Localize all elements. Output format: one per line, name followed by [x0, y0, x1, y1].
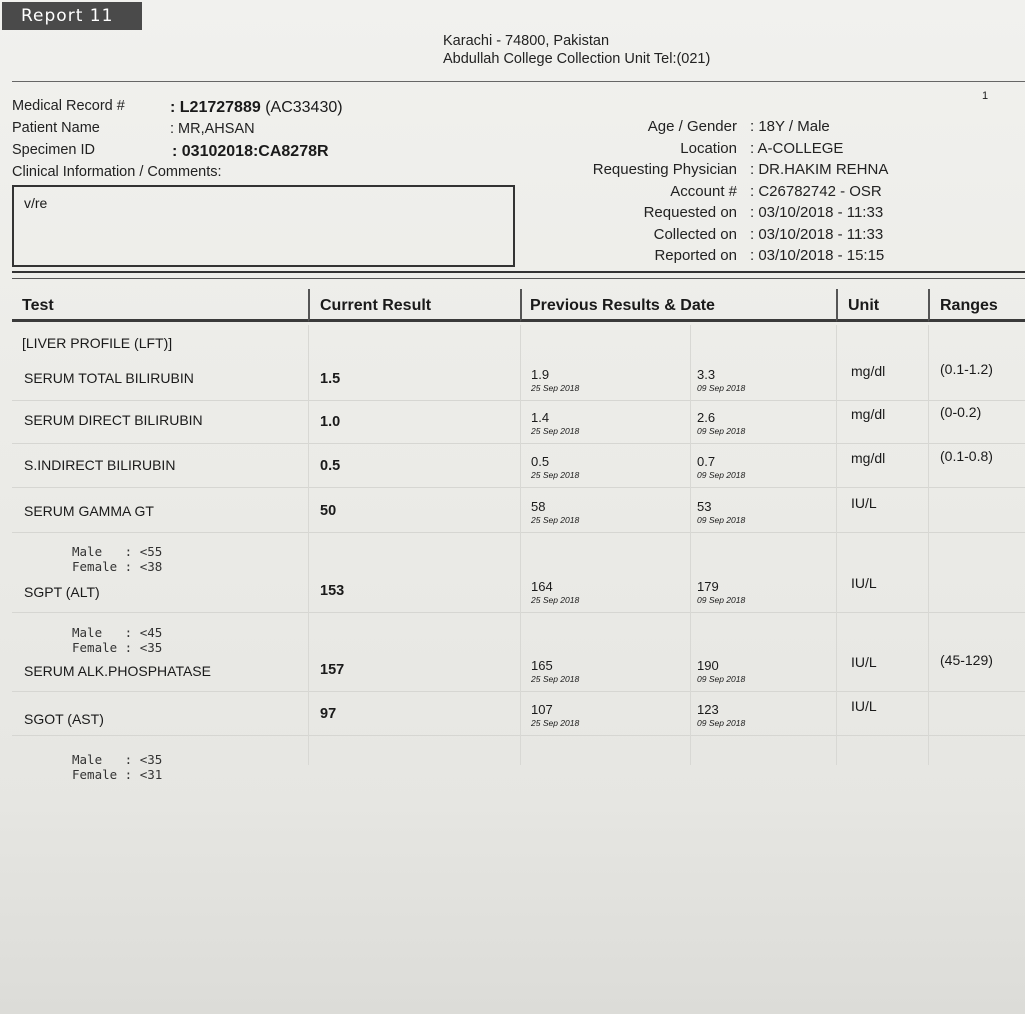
- th-ranges: Ranges: [928, 289, 1025, 322]
- previous-value-1: 0.5: [531, 454, 550, 469]
- details-rule-2: [12, 278, 1025, 279]
- detail-value: : 03/10/2018 - 11:33: [750, 204, 884, 221]
- th-current: Current Result: [308, 289, 520, 322]
- row-divider: [12, 400, 1025, 401]
- note-male: Male : <35: [72, 752, 163, 767]
- current-result: 97: [320, 706, 337, 722]
- previous-result-1: [531, 410, 579, 436]
- row-divider: [12, 532, 1025, 533]
- previous-value-1: 164: [531, 579, 553, 594]
- section-title: [LIVER PROFILE (LFT)]: [22, 335, 173, 351]
- previous-date-1: 25 Sep 2018: [531, 718, 580, 728]
- range: (45-129): [940, 652, 993, 668]
- comments-box: [12, 185, 515, 267]
- patient-name-label: Patient Name: [12, 120, 100, 136]
- previous-result-1: [531, 454, 579, 480]
- detail-value: : 03/10/2018 - 11:33: [750, 226, 884, 243]
- row-divider: [12, 487, 1025, 488]
- paper-fold: [0, 800, 1025, 1014]
- row-divider: [12, 691, 1025, 692]
- unit: mg/dl: [851, 450, 886, 466]
- current-result: 1.0: [320, 414, 341, 430]
- previous-value-2: 3.3: [697, 367, 716, 382]
- previous-date-2: 09 Sep 2018: [697, 718, 746, 728]
- previous-date-1: 25 Sep 2018: [531, 383, 580, 393]
- note-female: Female : <31: [72, 767, 163, 782]
- unit: mg/dl: [851, 363, 886, 379]
- previous-date-2: 09 Sep 2018: [697, 674, 746, 684]
- previous-value-2: 190: [697, 658, 719, 673]
- previous-date-2: 09 Sep 2018: [697, 426, 746, 436]
- unit: IU/L: [851, 575, 877, 591]
- previous-result-1: [531, 367, 579, 393]
- previous-date-2: 09 Sep 2018: [697, 383, 746, 393]
- page-number: 1: [982, 90, 989, 102]
- previous-date-2: 09 Sep 2018: [697, 515, 746, 525]
- previous-result-1: [531, 658, 579, 684]
- specimen-value: : 03102018:CA8278R: [172, 143, 329, 160]
- mrn-extra: (AC33430): [265, 99, 343, 116]
- range: (0-0.2): [940, 404, 982, 420]
- previous-date-1: 25 Sep 2018: [531, 674, 580, 684]
- test-name: SGPT (ALT): [24, 584, 100, 600]
- previous-date-1: 25 Sep 2018: [531, 515, 580, 525]
- previous-value-1: 58: [531, 499, 546, 514]
- detail-value: : A-COLLEGE: [750, 140, 844, 157]
- patient-name-value: : MR,AHSAN: [170, 121, 255, 137]
- previous-result-2: [697, 579, 745, 605]
- note-male: Male : <45: [72, 625, 163, 640]
- detail-label: Requested on: [643, 204, 737, 221]
- note-male: Male : <55: [72, 544, 163, 559]
- range: (0.1-0.8): [940, 448, 993, 464]
- mrn-value: : L21727889: [170, 99, 261, 116]
- comments-text: v/re: [24, 195, 48, 211]
- previous-result-1: [531, 702, 579, 728]
- test-name: SERUM DIRECT BILIRUBIN: [24, 412, 203, 428]
- previous-value-2: 179: [697, 579, 719, 594]
- range: (0.1-1.2): [940, 361, 993, 377]
- th-unit: Unit: [836, 289, 928, 322]
- detail-label: Location: [680, 140, 737, 157]
- column-divider: [836, 325, 837, 765]
- th-test: Test: [12, 289, 308, 322]
- previous-value-2: 53: [697, 499, 712, 514]
- unit: mg/dl: [851, 406, 886, 422]
- unit: IU/L: [851, 698, 877, 714]
- unit: IU/L: [851, 654, 877, 670]
- detail-value: : DR.HAKIM REHNA: [750, 161, 889, 178]
- previous-value-1: 1.9: [531, 367, 550, 382]
- current-result: 50: [320, 503, 337, 519]
- previous-date-1: 25 Sep 2018: [531, 426, 580, 436]
- th-previous: Previous Results & Date: [520, 289, 836, 322]
- previous-result-2: [697, 702, 745, 728]
- test-name: S.INDIRECT BILIRUBIN: [24, 457, 176, 473]
- detail-label: Age / Gender: [647, 118, 737, 135]
- previous-result-1: [531, 499, 579, 525]
- detail-label: Reported on: [654, 247, 737, 264]
- previous-date-1: 25 Sep 2018: [531, 595, 580, 605]
- detail-label: Account #: [670, 183, 737, 200]
- note-female: Female : <38: [72, 559, 163, 574]
- table-header: [12, 289, 1025, 322]
- previous-date-2: 09 Sep 2018: [697, 470, 746, 480]
- current-result: 1.5: [320, 371, 341, 387]
- lab-unit: Abdullah College Collection Unit Tel:(021): [443, 51, 711, 67]
- previous-result-2: [697, 658, 745, 684]
- specimen-label: Specimen ID: [12, 142, 96, 158]
- previous-result-1: [531, 579, 579, 605]
- test-name: SERUM GAMMA GT: [24, 503, 154, 519]
- previous-result-2: [697, 410, 745, 436]
- previous-date-2: 09 Sep 2018: [697, 595, 746, 605]
- current-result: 153: [320, 583, 345, 599]
- column-divider: [690, 325, 691, 765]
- test-name: SGOT (AST): [24, 711, 104, 727]
- report-tag: Report 11: [2, 2, 142, 30]
- current-result: 0.5: [320, 458, 341, 474]
- detail-value: : C26782742 - OSR: [750, 183, 882, 200]
- row-divider: [12, 612, 1025, 613]
- previous-result-2: [697, 499, 745, 525]
- row-divider: [12, 443, 1025, 444]
- previous-value-1: 107: [531, 702, 553, 717]
- detail-label: Requesting Physician: [592, 161, 737, 178]
- previous-date-1: 25 Sep 2018: [531, 470, 580, 480]
- mrn-value-group: [170, 99, 343, 117]
- previous-value-2: 2.6: [697, 410, 716, 425]
- previous-value-1: 1.4: [531, 410, 550, 425]
- previous-value-2: 0.7: [697, 454, 716, 469]
- clinical-label: Clinical Information / Comments:: [12, 164, 222, 180]
- previous-result-2: [697, 367, 745, 393]
- mrn-label: Medical Record #: [12, 98, 125, 114]
- current-result: 157: [320, 662, 345, 678]
- test-name: SERUM TOTAL BILIRUBIN: [24, 370, 194, 386]
- note-female: Female : <35: [72, 640, 163, 655]
- header-rule: [12, 81, 1025, 82]
- lab-address: Karachi - 74800, Pakistan: [443, 33, 610, 49]
- previous-result-2: [697, 454, 745, 480]
- detail-value: : 18Y / Male: [750, 118, 830, 135]
- test-name: SERUM ALK.PHOSPHATASE: [24, 663, 211, 679]
- previous-value-2: 123: [697, 702, 719, 717]
- row-divider: [12, 735, 1025, 736]
- detail-label: Collected on: [653, 226, 737, 243]
- column-divider: [308, 325, 309, 765]
- previous-value-1: 165: [531, 658, 553, 673]
- column-divider: [520, 325, 521, 765]
- column-divider: [928, 325, 929, 765]
- details-rule-1: [12, 271, 1025, 273]
- detail-value: : 03/10/2018 - 15:15: [750, 247, 885, 264]
- unit: IU/L: [851, 495, 877, 511]
